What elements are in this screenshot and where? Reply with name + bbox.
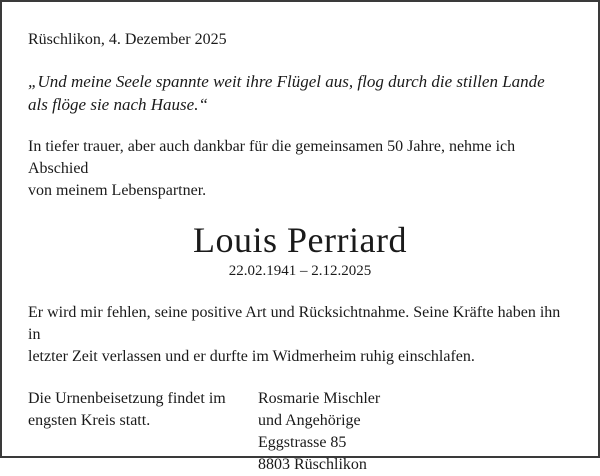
intro-line-2: von meinem Lebenspartner. — [28, 182, 207, 199]
lifespan-dates: 22.02.1941 – 2.12.2025 — [228, 263, 372, 279]
contact-block — [258, 388, 380, 476]
quote-line-2: als flöge sie nach Hause.“ — [28, 95, 208, 114]
body-line-1: Er wird mir fehlen, seine positive Art und Rücksichtnahme. Seine Kräfte haben ihn in — [28, 304, 561, 343]
body-text — [28, 302, 572, 368]
quote — [28, 70, 572, 116]
funeral-info-line-1: Die Urnenbeisetzung findet im — [28, 390, 226, 407]
funeral-info-line-2: engsten Kreis statt. — [28, 412, 151, 429]
contact-relatives: und Angehörige — [258, 412, 361, 429]
footer — [28, 388, 572, 476]
intro-text — [28, 136, 572, 202]
intro-line-1: In tiefer trauer, aber auch dankbar für die gemeinsamen 50 Jahre, nehme ich Abschied — [28, 138, 516, 177]
body-line-2: letzter Zeit verlassen und er durfte im Widmerheim ruhig einschlafen. — [28, 348, 475, 365]
funeral-info — [28, 388, 258, 476]
quote-line-1: „Und meine Seele spannte weit ihre Flügel aus, flog durch die stillen Lande — [28, 72, 545, 91]
deceased-name: Louis Perriard — [193, 220, 407, 260]
contact-street: Eggstrasse 85 — [258, 434, 347, 451]
contact-city: 8803 Rüschlikon — [258, 456, 367, 473]
contact-name: Rosmarie Mischler — [258, 390, 381, 407]
dateline: Rüschlikon, 4. Dezember 2025 — [28, 31, 227, 48]
